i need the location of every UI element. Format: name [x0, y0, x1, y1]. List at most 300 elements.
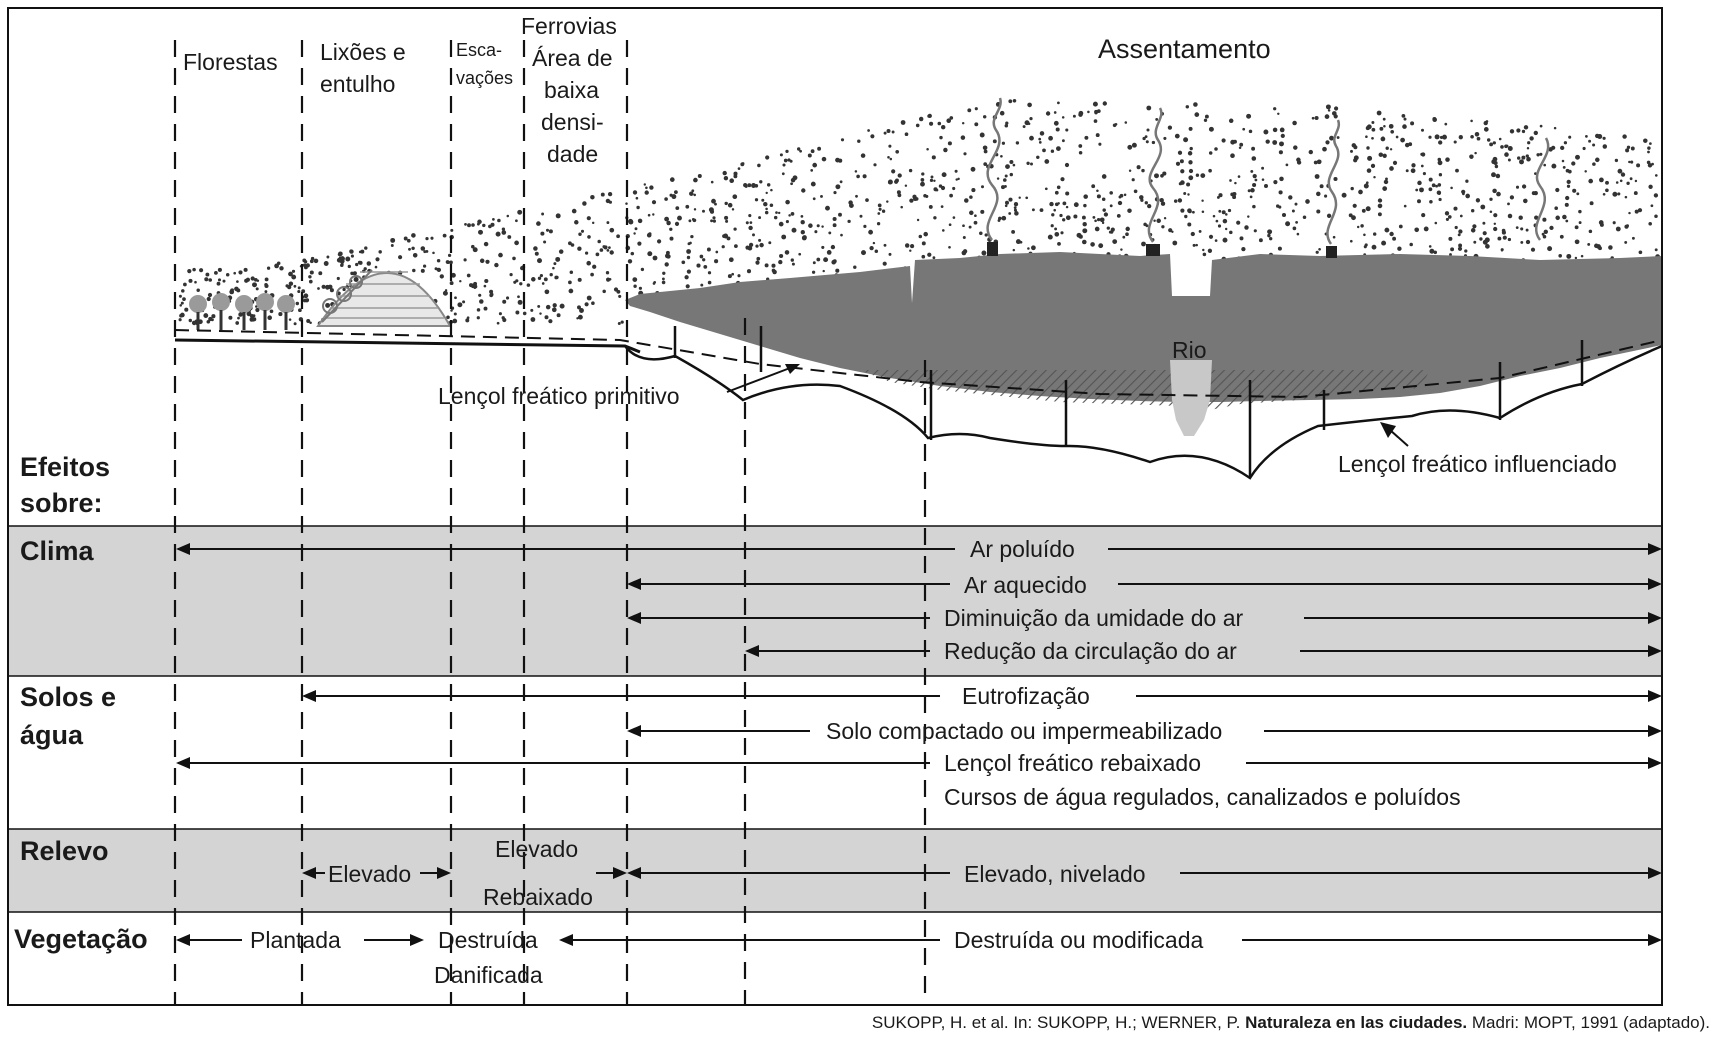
pollution-dot	[747, 269, 751, 273]
pollution-dot	[1521, 156, 1525, 160]
pollution-dot	[1333, 177, 1337, 181]
pollution-dot	[355, 263, 358, 266]
pollution-dot	[925, 195, 928, 198]
pollution-dot	[887, 129, 891, 133]
pollution-dot	[1386, 147, 1389, 150]
pollution-dot	[228, 316, 232, 320]
primitive-water-table-label: Lençol freático primitivo	[438, 383, 680, 409]
pollution-dot	[1163, 137, 1166, 140]
pollution-dot	[1316, 192, 1321, 197]
pollution-dot	[1051, 224, 1054, 227]
pollution-dot	[725, 220, 728, 223]
pollution-dot	[1315, 116, 1319, 120]
pollution-dot	[853, 265, 856, 268]
pollution-dot	[732, 194, 737, 199]
pollution-dot	[1567, 185, 1570, 188]
pollution-dot	[1365, 135, 1368, 138]
pollution-dot	[1090, 242, 1095, 247]
pollution-dot	[792, 263, 795, 266]
pollution-dot	[782, 172, 785, 175]
pollution-dot	[1066, 206, 1068, 208]
pollution-dot	[1474, 152, 1476, 154]
pollution-dot	[408, 248, 411, 251]
pollution-dot	[1648, 185, 1652, 189]
pollution-dot	[1145, 201, 1148, 204]
pollution-dot	[436, 268, 439, 271]
pollution-dot	[820, 195, 823, 198]
pollution-dot	[1143, 223, 1147, 227]
pollution-dot	[775, 211, 778, 214]
pollution-dot	[1351, 215, 1356, 220]
pollution-dot	[541, 213, 544, 216]
pollution-dot	[412, 269, 415, 272]
pollution-dot	[759, 180, 762, 183]
source-citation	[872, 1013, 1710, 1032]
pollution-dot	[464, 258, 467, 261]
pollution-dot	[1161, 202, 1165, 206]
pollution-dot	[1402, 124, 1407, 129]
pollution-dot	[548, 319, 552, 323]
pollution-dot	[1487, 138, 1490, 141]
pollution-dot	[693, 194, 696, 197]
pollution-dot	[1253, 174, 1257, 178]
pollution-dot	[1057, 242, 1061, 246]
pollution-dot	[770, 203, 774, 207]
pollution-dot	[778, 212, 780, 214]
pollution-dot	[549, 229, 553, 233]
pollution-dot	[1446, 218, 1449, 221]
pollution-dot	[1500, 145, 1504, 149]
pollution-dot	[1232, 195, 1236, 199]
pollution-dot	[1295, 221, 1298, 224]
pollution-dot	[585, 251, 588, 254]
pollution-dot	[1094, 119, 1098, 123]
pollution-dot	[1485, 244, 1490, 249]
pollution-dot	[868, 230, 873, 235]
pollution-dot	[1383, 125, 1386, 128]
pollution-dot	[606, 199, 610, 203]
solos-heading-1: Solos e	[20, 682, 117, 712]
pollution-dot	[1568, 136, 1571, 139]
pollution-dot	[1005, 124, 1009, 128]
pollution-dot	[1363, 234, 1366, 237]
pollution-dot	[1527, 141, 1530, 144]
pollution-dot	[1193, 102, 1198, 107]
pollution-dot	[507, 215, 510, 218]
pollution-dot	[1156, 219, 1160, 223]
pollution-dot	[1214, 147, 1218, 151]
pollution-dot	[614, 287, 618, 291]
pollution-dot	[602, 290, 605, 293]
pollution-dot	[933, 256, 936, 259]
pollution-dot	[1371, 121, 1374, 124]
pollution-dot	[1417, 181, 1421, 185]
pollution-dot	[1292, 121, 1297, 126]
pollution-dot	[1491, 172, 1496, 177]
pollution-dot	[477, 220, 482, 225]
pollution-dot	[1590, 201, 1594, 205]
pollution-dot	[196, 289, 199, 292]
pollution-dot	[1142, 137, 1145, 140]
pollution-dot	[514, 241, 519, 246]
pollution-dot	[1180, 209, 1184, 213]
pollution-dot	[628, 220, 633, 225]
pollution-dot	[1292, 210, 1295, 213]
pollution-dot	[1097, 194, 1101, 198]
pollution-dot	[1360, 224, 1363, 227]
pollution-dot	[901, 120, 906, 125]
pollution-dot	[755, 261, 759, 265]
pollution-dot	[635, 227, 638, 230]
pollution-dot	[1062, 201, 1066, 205]
pollution-dot	[856, 175, 860, 179]
pollution-dot	[1419, 187, 1424, 192]
pollution-dot	[1247, 215, 1249, 217]
pollution-dot	[1250, 196, 1253, 199]
pollution-dot	[349, 249, 353, 253]
pollution-dot	[1648, 163, 1652, 167]
pollution-dot	[1554, 206, 1558, 210]
pollution-dot	[1083, 204, 1086, 207]
pollution-dot	[552, 267, 555, 270]
pollution-dot	[785, 200, 790, 205]
pollution-dot	[637, 242, 641, 246]
pollution-dot	[502, 318, 506, 322]
pollution-dot	[1477, 137, 1481, 141]
pollution-dot	[636, 206, 639, 209]
pollution-dot	[639, 287, 642, 290]
pollution-dot	[1494, 223, 1496, 225]
pollution-dot	[669, 228, 672, 231]
pollution-dot	[941, 205, 944, 208]
pollution-dot	[644, 183, 646, 185]
pollution-dot	[1094, 110, 1098, 114]
pollution-dot	[1621, 172, 1625, 176]
pollution-dot	[278, 312, 282, 316]
pollution-dot	[703, 265, 707, 269]
relevo-rebaixado: Rebaixado	[483, 884, 593, 910]
pollution-dot	[1267, 229, 1272, 234]
pollution-dot	[688, 242, 691, 245]
pollution-dot	[517, 295, 520, 298]
pollution-dot	[998, 217, 1002, 221]
pollution-dot	[1218, 193, 1222, 197]
pollution-dot	[1421, 213, 1425, 217]
pollution-dot	[1122, 236, 1125, 239]
pollution-dot	[578, 278, 582, 282]
pollution-dot	[910, 244, 914, 248]
pollution-dot	[1636, 163, 1640, 167]
pollution-dot	[891, 169, 895, 173]
clima-row-circulacao: Redução da circulação do ar	[944, 638, 1237, 664]
pollution-dot	[943, 148, 947, 152]
pollution-dot	[1272, 140, 1277, 145]
pollution-dot	[1519, 159, 1524, 164]
pollution-dot	[1027, 247, 1030, 250]
pollution-dot	[1497, 237, 1501, 241]
pollution-dot	[933, 216, 936, 219]
pollution-dot	[1004, 185, 1007, 188]
pollution-dot	[576, 317, 578, 319]
pollution-dot	[606, 271, 609, 274]
pollution-dot	[827, 250, 832, 255]
pollution-dot	[948, 246, 951, 249]
pollution-dot	[310, 270, 314, 274]
pollution-dot	[733, 174, 737, 178]
pollution-dot	[309, 280, 313, 284]
pollution-dot	[865, 198, 869, 202]
pollution-dot	[454, 296, 457, 299]
pollution-dot	[1584, 170, 1586, 172]
pollution-dot	[1332, 111, 1337, 116]
pollution-dot	[1178, 198, 1182, 202]
pollution-dot	[1524, 125, 1528, 129]
pollution-dot	[778, 260, 782, 264]
pollution-dot	[1583, 147, 1586, 150]
pollution-dot	[652, 200, 656, 204]
pollution-dot	[1249, 130, 1253, 134]
pollution-dot	[267, 267, 270, 270]
pollution-dot	[737, 274, 740, 277]
pollution-dot	[515, 311, 519, 315]
pollution-dot	[450, 281, 454, 285]
pollution-dot	[1074, 202, 1079, 207]
pollution-dot	[1526, 240, 1530, 244]
pollution-dot	[179, 314, 183, 318]
pollution-dot	[664, 197, 668, 201]
pollution-dot	[188, 279, 192, 283]
pollution-dot	[632, 277, 637, 282]
pollution-dot	[963, 152, 966, 155]
pollution-dot	[1008, 198, 1012, 202]
pollution-dot	[971, 167, 976, 172]
pollution-dot	[1465, 180, 1468, 183]
pollution-dot	[1134, 189, 1138, 193]
pollution-dot	[251, 276, 255, 280]
solos-row-cursos-agua: Cursos de água regulados, canalizados e poluídos	[944, 784, 1461, 810]
pollution-dot	[645, 187, 648, 190]
pollution-dot	[1402, 114, 1406, 118]
pollution-dot	[1598, 246, 1602, 250]
pollution-dot	[1098, 243, 1103, 248]
pollution-dot	[743, 183, 747, 187]
pollution-dot	[1617, 192, 1620, 195]
pollution-dot	[713, 220, 716, 223]
pollution-dot	[1562, 160, 1565, 163]
pollution-dot	[1188, 160, 1192, 164]
pollution-dot	[684, 275, 688, 279]
pollution-dot	[770, 189, 773, 192]
pollution-dot	[587, 216, 591, 220]
pollution-dot	[1195, 244, 1198, 247]
pollution-dot	[1390, 148, 1392, 150]
pollution-dot	[980, 133, 985, 138]
pollution-dot	[496, 232, 501, 237]
pollution-dot	[265, 277, 269, 281]
pollution-dot	[1411, 163, 1415, 167]
pollution-dot	[1286, 164, 1289, 167]
pollution-dot	[1366, 146, 1369, 149]
pollution-dot	[1534, 131, 1538, 135]
pollution-dot	[440, 274, 444, 278]
pollution-dot	[857, 139, 860, 142]
pollution-dot	[616, 234, 620, 238]
pollution-dot	[1269, 237, 1272, 240]
pollution-dot	[1654, 193, 1658, 197]
pollution-dot	[1493, 213, 1497, 217]
pollution-dot	[633, 232, 635, 234]
pollution-dot	[1025, 196, 1028, 199]
pollution-dot	[1186, 105, 1189, 108]
pollution-dot	[1631, 147, 1635, 151]
pollution-dot	[1536, 153, 1539, 156]
pollution-dot	[586, 261, 591, 266]
pollution-dot	[358, 261, 362, 265]
zone-label-ferrovias: Ferrovias	[521, 13, 617, 39]
pollution-dot	[1603, 193, 1606, 196]
pollution-dot	[811, 182, 816, 187]
pollution-dot	[1293, 227, 1297, 231]
pollution-dot	[545, 315, 549, 319]
pollution-dot	[1241, 247, 1245, 251]
pollution-dot	[246, 278, 250, 282]
pollution-dot	[1540, 125, 1543, 128]
pollution-dot	[484, 285, 487, 288]
pollution-dot	[411, 233, 416, 238]
pollution-dot	[997, 177, 999, 179]
pollution-dot	[949, 194, 953, 198]
pollution-dot	[1334, 106, 1338, 110]
pollution-dot	[1409, 243, 1413, 247]
pollution-dot	[1011, 230, 1015, 234]
pollution-dot	[1225, 228, 1227, 230]
pollution-dot	[712, 216, 715, 219]
pollution-dot	[214, 271, 218, 275]
pollution-dot	[1154, 173, 1159, 178]
pollution-dot	[1366, 181, 1369, 184]
pollution-dot	[1201, 199, 1203, 201]
pollution-dot	[1605, 181, 1609, 185]
pollution-dot	[714, 203, 717, 206]
pollution-dot	[1489, 198, 1492, 201]
pollution-dot	[759, 243, 763, 247]
zone-label-escavacoes-2: vações	[456, 68, 514, 88]
pollution-dot	[497, 219, 501, 223]
pollution-dot	[608, 192, 612, 196]
pollution-dot	[817, 147, 821, 151]
pollution-dot	[636, 197, 639, 200]
smoke-plumes	[988, 98, 1549, 244]
pollution-dot	[1450, 247, 1454, 251]
pollution-dot	[515, 279, 518, 282]
pollution-dot	[1587, 243, 1590, 246]
pollution-dot	[1079, 151, 1083, 155]
pollution-dot	[1062, 218, 1065, 221]
pollution-dot	[888, 145, 891, 148]
pollution-dot	[1389, 166, 1394, 171]
pollution-dot	[1378, 204, 1383, 209]
pollution-dot	[1029, 117, 1032, 120]
pollution-dot	[1178, 151, 1182, 155]
pollution-dot	[1238, 175, 1241, 178]
pollution-dot	[1073, 214, 1077, 218]
pollution-dot	[801, 188, 805, 192]
pollution-dot	[1297, 233, 1300, 236]
pollution-dot	[1096, 133, 1100, 137]
pollution-dot	[1389, 232, 1393, 236]
pollution-dot	[1520, 227, 1523, 230]
pollution-dot	[1168, 125, 1172, 129]
pollution-dot	[302, 258, 306, 262]
pollution-dot	[890, 158, 893, 161]
pollution-dot	[664, 217, 669, 222]
pollution-dot	[1567, 180, 1571, 184]
pollution-dot	[984, 150, 988, 154]
pollution-dot	[618, 322, 621, 325]
pollution-dot	[1616, 181, 1619, 184]
pollution-dot	[648, 214, 651, 217]
pollution-dot	[279, 266, 283, 270]
pollution-dot	[484, 242, 488, 246]
pollution-dot	[921, 172, 924, 175]
pollution-dot	[1445, 211, 1449, 215]
pollution-dot	[289, 318, 292, 321]
pollution-dot	[597, 240, 601, 244]
pollution-dot	[523, 312, 527, 316]
pollution-dot	[1566, 254, 1571, 259]
pollution-dot	[378, 250, 381, 253]
pollution-dot	[1411, 168, 1416, 173]
chimney	[1146, 244, 1160, 256]
pollution-dot	[296, 302, 299, 305]
pollution-dot	[802, 236, 807, 241]
pollution-dot	[1448, 237, 1452, 241]
zone-label-florestas: Florestas	[183, 49, 278, 75]
pollution-dot	[218, 278, 221, 281]
pollution-dot	[1051, 213, 1054, 216]
pollution-dot	[1279, 177, 1284, 182]
pollution-dot	[340, 264, 344, 268]
pollution-dot	[1193, 244, 1196, 247]
pollution-dot	[1204, 119, 1207, 122]
pollution-dot	[1055, 191, 1059, 195]
pollution-dot	[1117, 214, 1121, 218]
pollution-dot	[1461, 190, 1465, 194]
pollution-dot	[1396, 136, 1399, 139]
pollution-dot	[187, 269, 191, 273]
pollution-dot	[1554, 127, 1557, 130]
pollution-dot	[610, 250, 614, 254]
pollution-dot	[510, 273, 513, 276]
pollution-dot	[1404, 118, 1407, 121]
pollution-dot	[179, 304, 182, 307]
pollution-dot	[1100, 217, 1105, 222]
pollution-dot	[1575, 225, 1579, 229]
pollution-dot	[1529, 136, 1533, 140]
pollution-dot	[1316, 209, 1320, 213]
pollution-dot	[1228, 209, 1231, 212]
pollution-dot	[792, 228, 797, 233]
pollution-dot	[922, 241, 926, 245]
pollution-dot	[808, 223, 813, 228]
pollution-dot	[1404, 205, 1407, 208]
pollution-dot	[506, 296, 509, 299]
pollution-dot	[949, 223, 952, 226]
pollution-dot	[688, 219, 691, 222]
pollution-dot	[1563, 166, 1566, 169]
pollution-dot	[1030, 163, 1033, 166]
pollution-dot	[1655, 174, 1658, 177]
